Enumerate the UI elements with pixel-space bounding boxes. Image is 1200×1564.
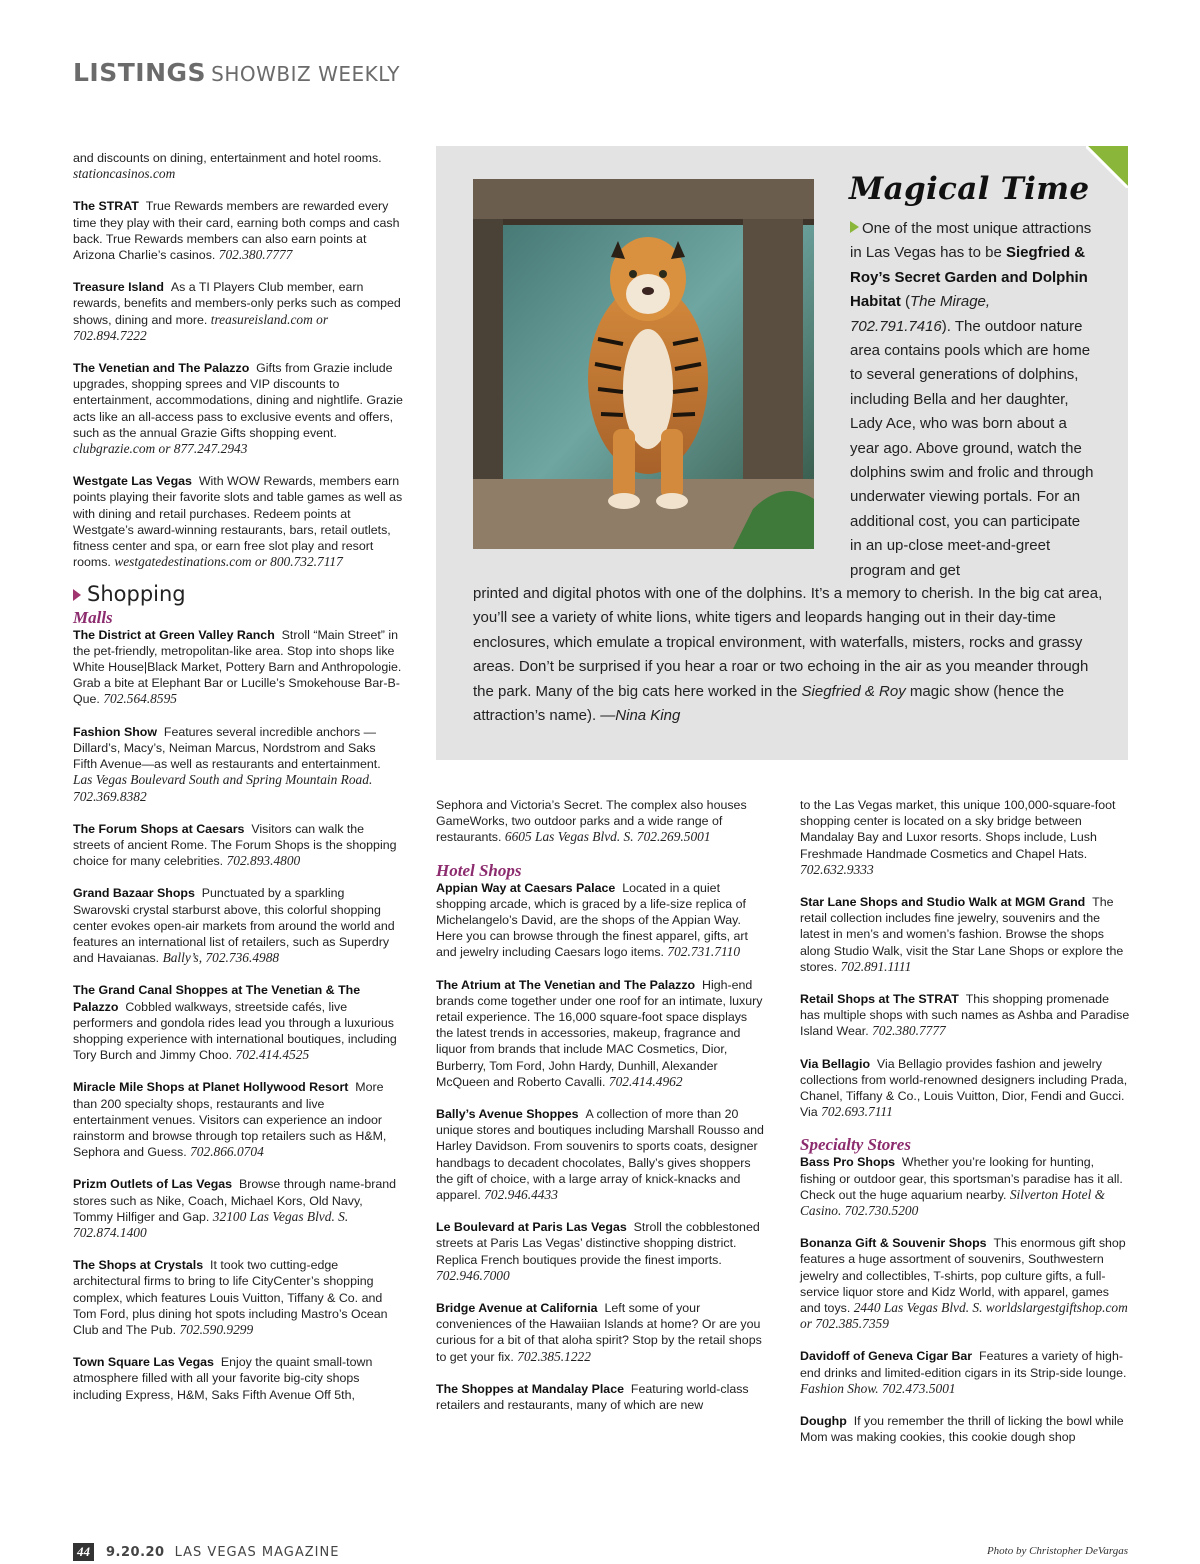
listing-text: Enjoy the quaint small-town atmosphere filled with all your favorite big-city shops including Express, H&M, Saks Fifth Avenue Off 5th,: [73, 1355, 373, 1402]
listing-contact: 702.590.9299: [179, 1321, 254, 1337]
listing-text: and discounts on dining, entertainment and hotel rooms.: [73, 151, 382, 165]
listing-name: The Shops at Crystals: [73, 1258, 204, 1273]
listing-entry: [800, 1348, 1130, 1397]
feature-author: —Nina King: [600, 707, 681, 725]
listing-contact: 702.693.7111: [821, 1104, 893, 1120]
listing-entry: [800, 1056, 1130, 1121]
subhead-hotel-shops: Hotel Shops: [436, 860, 522, 880]
listing-entry: [73, 724, 403, 805]
tiger-photo: [473, 179, 814, 549]
listing-text: True Rewards members are rewarded every time they play with their card, earning both comps and cash back. True Rewards members can also earn points at Arizona Charlie’s casinos.: [73, 199, 400, 263]
listing-entry: [73, 1257, 403, 1338]
listing-text: Stroll the cobblestoned streets at Paris Las Vegas’ distinctive shopping district. Replica French boutiques provide the finest imports.: [436, 1220, 760, 1267]
listing-entry: [73, 150, 403, 182]
listing-contact: 702.385.1222: [517, 1348, 591, 1364]
listing-name: Fashion Show: [73, 724, 157, 739]
listing-text: Sephora and Victoria’s Secret. The complex also houses GameWorks, two outdoor parks and a wide range of restaurants.: [436, 798, 747, 845]
section-title: Shopping: [87, 582, 186, 607]
listing-text: Stroll “Main Street” in the pet-friendly, metropolitan-like area. Stop into shops like White House|Black Market, Pottery Barn and Anthropologie. Grab a bite at Elephant Bar or Lucille’s Smokehouse Bar-B-Que.: [73, 627, 402, 707]
page-number: 44: [73, 1543, 94, 1561]
listing-text: Located in a quiet shopping arcade, which is graced by a life-size replica of Michelangelo’s David, are the shops of the Appian Way. Here you can browse through the finest apparel, gifts, art and jewelry including Caesars logo items.: [436, 880, 749, 960]
header-section: LISTINGS: [73, 58, 207, 87]
listing-contact: Fashion Show. 702.473.5001: [800, 1380, 956, 1396]
listing-name: The Shoppes at Mandalay Place: [436, 1381, 624, 1396]
listing-name: Bally’s Avenue Shoppes: [436, 1107, 579, 1122]
listing-text: Gifts from Grazie include upgrades, shopping sprees and VIP discounts to entertainment, accommodations, dining and nightlife. Grazie acts like an all-access pass to exclusive events and offers, such as the annual Grazie Gifts shopping event.: [73, 361, 403, 440]
listing-text: As a TI Players Club member, earn rewards, benefits and members-only perks such as comped shows, dining and more.: [73, 280, 401, 327]
listing-contact: clubgrazie.com or 877.247.2943: [73, 441, 248, 457]
column-3: [800, 797, 1130, 1462]
listing-contact: 702.414.4962: [608, 1073, 683, 1089]
listing-entry: [73, 473, 403, 570]
listing-contact: treasureisland.com or 702.894.7222: [73, 311, 329, 343]
listing-text: Visitors can walk the streets of ancient Rome. The Forum Shops is the shopping choice for many celebrities.: [73, 821, 397, 869]
listing-contact: 702.414.4525: [235, 1047, 310, 1063]
listing-text: Browse through name-brand stores such as Nike, Coach, Michael Kors, Old Navy, Tommy Hilfiger and Gap.: [73, 1177, 397, 1224]
listing-name: The Forum Shops at Caesars: [73, 821, 245, 836]
listing-text: This enormous gift shop features a huge assortment of souvenirs, Southwestern jewelry and collectibles, T-shirts, pop culture gifts, a full-service liquor store and Kidz World, with apparel, games and toys.: [800, 1236, 1126, 1316]
listing-name: Retail Shops at The STRAT: [800, 992, 959, 1007]
issue-date: 9.20.20: [106, 1544, 165, 1560]
listing-text: Left some of your conveniences of the Hawaiian Islands at home? Or are you curious for a bit of that aloha spirit? Stop by the retail shops to get your fix.: [436, 1301, 762, 1364]
listing-entry: [73, 1176, 403, 1241]
listing-entry: [800, 797, 1130, 878]
bullet-triangle-icon: [850, 221, 859, 233]
listing-name: Doughp: [800, 1414, 847, 1429]
listing-text: Whether you’re looking for hunting, fishing or outdoor gear, this sportsman’s paradise has it all. Check out the huge aquarium nearby.: [800, 1155, 1123, 1202]
feature-show: Siegfried & Roy: [801, 682, 906, 700]
listing-text: Features a variety of high-end drinks and limited-edition cigars in its Strip-side lounge.: [800, 1349, 1127, 1380]
listing-text: More than 200 specialty shops, restaurants and live entertainment venues. Visitors can experience an indoor rainstorm and browse through top retailers such as H&M, Sephora and Guess.: [73, 1080, 387, 1160]
listing-text: The retail collection includes fine jewelry, souvenirs and the latest in men’s and women’s fashion. Browse the shops along Studio Walk, visit the Star Lane Shops or explore the stores.: [800, 895, 1124, 974]
magazine-name: LAS VEGAS MAGAZINE: [174, 1544, 340, 1560]
listing-entry: [73, 885, 403, 966]
section-heading: [73, 582, 403, 607]
listing-name: The Grand Canal Shoppes at The Venetian & The Palazzo: [73, 983, 361, 1014]
listing-entry: [800, 1235, 1130, 1332]
listing-entry: [73, 1354, 403, 1403]
feature-venue: Siegfried & Roy’s Secret Garden and Dolphin Habitat: [850, 244, 1088, 311]
listing-text: Featuring world-class retailers and restaurants, many of which are new: [436, 1381, 749, 1413]
listing-name: Westgate Las Vegas: [73, 474, 192, 489]
feature-body-bottom: printed and digital photos with one of the dolphins. It’s a memory to cherish. In the big cat area, you’ll see a variety of white lions, white tigers and leopards hanging out in their day-time enclosures, which emulate a tropical environment, with waterfalls, misters, rocks and grassy areas. Don’t be surprised if you hear a roar or two echoing in the air as you meander through the park. Many of the big cats here worked in the Siegfried & Roy magic show (hence the attraction’s name). —Nina King: [473, 585, 1103, 725]
listing-contact: 702.564.8595: [103, 691, 177, 707]
listing-name: Appian Way at Caesars Palace: [436, 880, 616, 895]
feature-venue-info: The Mirage, 702.791.7416: [850, 293, 991, 335]
listing-text: to the Las Vegas market, this unique 100,000-square-foot shopping center is located on a sky bridge between Mandalay Bay and Luxor resorts. Shops include, Lush Freshmade Handmade Cosmetics and Chapel Hats.: [800, 798, 1116, 861]
listing-contact: Las Vegas Boulevard South and Spring Mountain Road. 702.369.8382: [73, 772, 373, 804]
listing-contact: 2440 Las Vegas Blvd. S. worldslargestgiftshop.com or 702.385.7359: [800, 1300, 1128, 1332]
listing-name: Bass Pro Shops: [800, 1155, 896, 1170]
page-header: [73, 58, 400, 87]
listing-contact: 702.946.7000: [436, 1267, 510, 1283]
feature-title: Magical Time: [849, 171, 1090, 207]
listing-contact: 702.893.4800: [226, 853, 301, 869]
listing-text: If you remember the thrill of licking the bowl while Mom was making cookies, this cookie dough shop: [800, 1414, 1124, 1445]
feature-body-top: One of the most unique attractions in Las Vegas has to be Siegfried & Roy’s Secret Garden and Dolphin Habitat (The Mirage, 702.791.7416). The outdoor nature area contains pools which are home to several generations of dolphins, including Bella and her daughter, Lady Ace, who was born about a year ago. Above ground, watch the dolphins swim and frolic and through underwater viewing portals. For an additional cost, you can participate in an up-close meet-and-greet program and get: [850, 220, 1094, 579]
listing-entry: [436, 1106, 766, 1203]
listing-contact: 32100 Las Vegas Blvd. S. 702.874.1400: [73, 1208, 349, 1240]
listing-entry: [436, 880, 766, 961]
page-footer: [73, 1543, 339, 1561]
listing-entry: [73, 982, 403, 1063]
listing-name: Davidoff of Geneva Cigar Bar: [800, 1349, 973, 1364]
listing-text: With WOW Rewards, members earn points playing their favorite slots and table games as well as with dining and retail purchases. Redeem points at Westgate’s award-winning restaurants, bars, retail outlets, fitness center and spa, or earn free slot play and resort rooms.: [73, 474, 403, 570]
listing-entry: [73, 1079, 403, 1160]
listing-name: Le Boulevard at Paris Las Vegas: [436, 1220, 627, 1235]
listing-contact: Silverton Hotel & Casino. 702.730.5200: [800, 1186, 1106, 1219]
listing-name: The STRAT: [73, 199, 139, 214]
listing-name: The Atrium at The Venetian and The Palazzo: [436, 977, 696, 992]
listing-contact: 6605 Las Vegas Blvd. S. 702.269.5001: [504, 829, 711, 845]
listing-text: This shopping promenade has multiple shops with such names as Ashba and Paradise Island Wear.: [800, 992, 1130, 1039]
listing-entry: [436, 1219, 766, 1284]
listing-contact: 702.731.7110: [667, 944, 741, 960]
listing-contact: 702.866.0704: [190, 1144, 264, 1160]
listing-entry: [73, 360, 403, 457]
listing-contact: 702.380.7777: [218, 247, 293, 263]
listing-entry: [800, 991, 1130, 1040]
listing-name: The District at Green Valley Ranch: [73, 627, 275, 642]
listing-text: Features several incredible anchors —Dillard’s, Macy’s, Neiman Marcus, Nordstrom and Saks Fifth Avenue—as well as restaurants and entertainment.: [73, 724, 381, 772]
column-1: [73, 150, 403, 1419]
listing-entry: [73, 198, 403, 263]
listing-name: The Venetian and The Palazzo: [73, 361, 250, 376]
listing-text: It took two cutting-edge architectural firms to bring to life CityCenter’s shopping complex, which features Louis Vuitton, Tiffany & Co. and Tom Ford, plus dining hot spots including Mastro’s Ocean Club and The Pub.: [73, 1258, 388, 1337]
listing-entry: [800, 1413, 1130, 1445]
subhead-specialty-stores: Specialty Stores: [800, 1135, 911, 1155]
listing-entry: [800, 1154, 1130, 1219]
listing-name: Miracle Mile Shops at Planet Hollywood Resort: [73, 1080, 349, 1095]
listing-entry: [800, 894, 1130, 975]
header-subsection: SHOWBIZ WEEKLY: [211, 62, 400, 86]
subhead-malls: Malls: [73, 607, 113, 627]
listing-contact: 702.380.7777: [872, 1023, 946, 1039]
listing-entry: [73, 821, 403, 870]
listing-contact: 702.891.1111: [840, 958, 912, 974]
listing-text: A collection of more than 20 unique stores and boutiques including Marshall Rousso and Harley Davidson. From souvenirs to sports coats, designer handbags to decadent chocolates, Bally’s gives shoppers the gift of choice, with a large array of knick-knacks and apparel.: [436, 1107, 764, 1203]
listing-name: Bridge Avenue at California: [436, 1301, 598, 1316]
photo-credit: Photo by Christopher DeVargas: [986, 1545, 1128, 1557]
listing-name: Grand Bazaar Shops: [73, 886, 195, 901]
listing-entry: [73, 279, 403, 344]
listing-name: Bonanza Gift & Souvenir Shops: [800, 1236, 987, 1251]
listing-contact: 702.946.4433: [484, 1187, 558, 1203]
listing-name: Treasure Island: [73, 280, 164, 295]
listing-contact: westgatedestinations.com or 800.732.7117: [114, 554, 343, 570]
listing-text: Via Bellagio provides fashion and jewelry collections from world-renowned designers including Prada, Chanel, Tiffany & Co., Louis Vuitton, Dior, Fendi and Gucci. Via: [800, 1056, 1128, 1120]
listing-contact: stationcasinos.com: [73, 166, 176, 182]
listing-name: Star Lane Shops and Studio Walk at MGM Grand: [800, 895, 1086, 910]
section-triangle-icon: [73, 589, 81, 601]
corner-accent-icon: [1086, 146, 1128, 188]
listing-entry: [436, 797, 766, 846]
listing-name: Prizm Outlets of Las Vegas: [73, 1177, 233, 1192]
listing-text: Cobbled walkways, streetside cafés, live performers and gondola rides lead you through a luxurious shopping experience with international boutiques, including Tory Burch and Jimmy Choo.: [73, 999, 397, 1063]
listing-text: High-end brands come together under one roof for an intimate, luxury retail experience. The 16,000 square-foot space displays the latest trends in accessories, makeup, fragrance and liquor from brands that include MAC Cosmetics, Dior, Burberry, Tom Ford, John Hardy, Dunhill, Alexander McQueen and Roberto Cavalli.: [436, 977, 763, 1089]
listing-contact: Bally’s, 702.736.4988: [162, 950, 280, 966]
column-2: [436, 797, 766, 1429]
listing-contact: 702.632.9333: [800, 861, 874, 877]
listing-entry: [73, 627, 403, 708]
listing-entry: [436, 1300, 766, 1365]
listing-name: Town Square Las Vegas: [73, 1355, 214, 1370]
listing-entry: [436, 1381, 766, 1413]
listing-name: Via Bellagio: [800, 1056, 871, 1071]
listing-text: Punctuated by a sparkling Swarovski crystal starburst above, this colorful shopping center evokes open-air markets from around the world and features an international list of retailers, such as Superdry and Havaianas.: [73, 886, 395, 966]
listing-entry: [436, 977, 766, 1090]
